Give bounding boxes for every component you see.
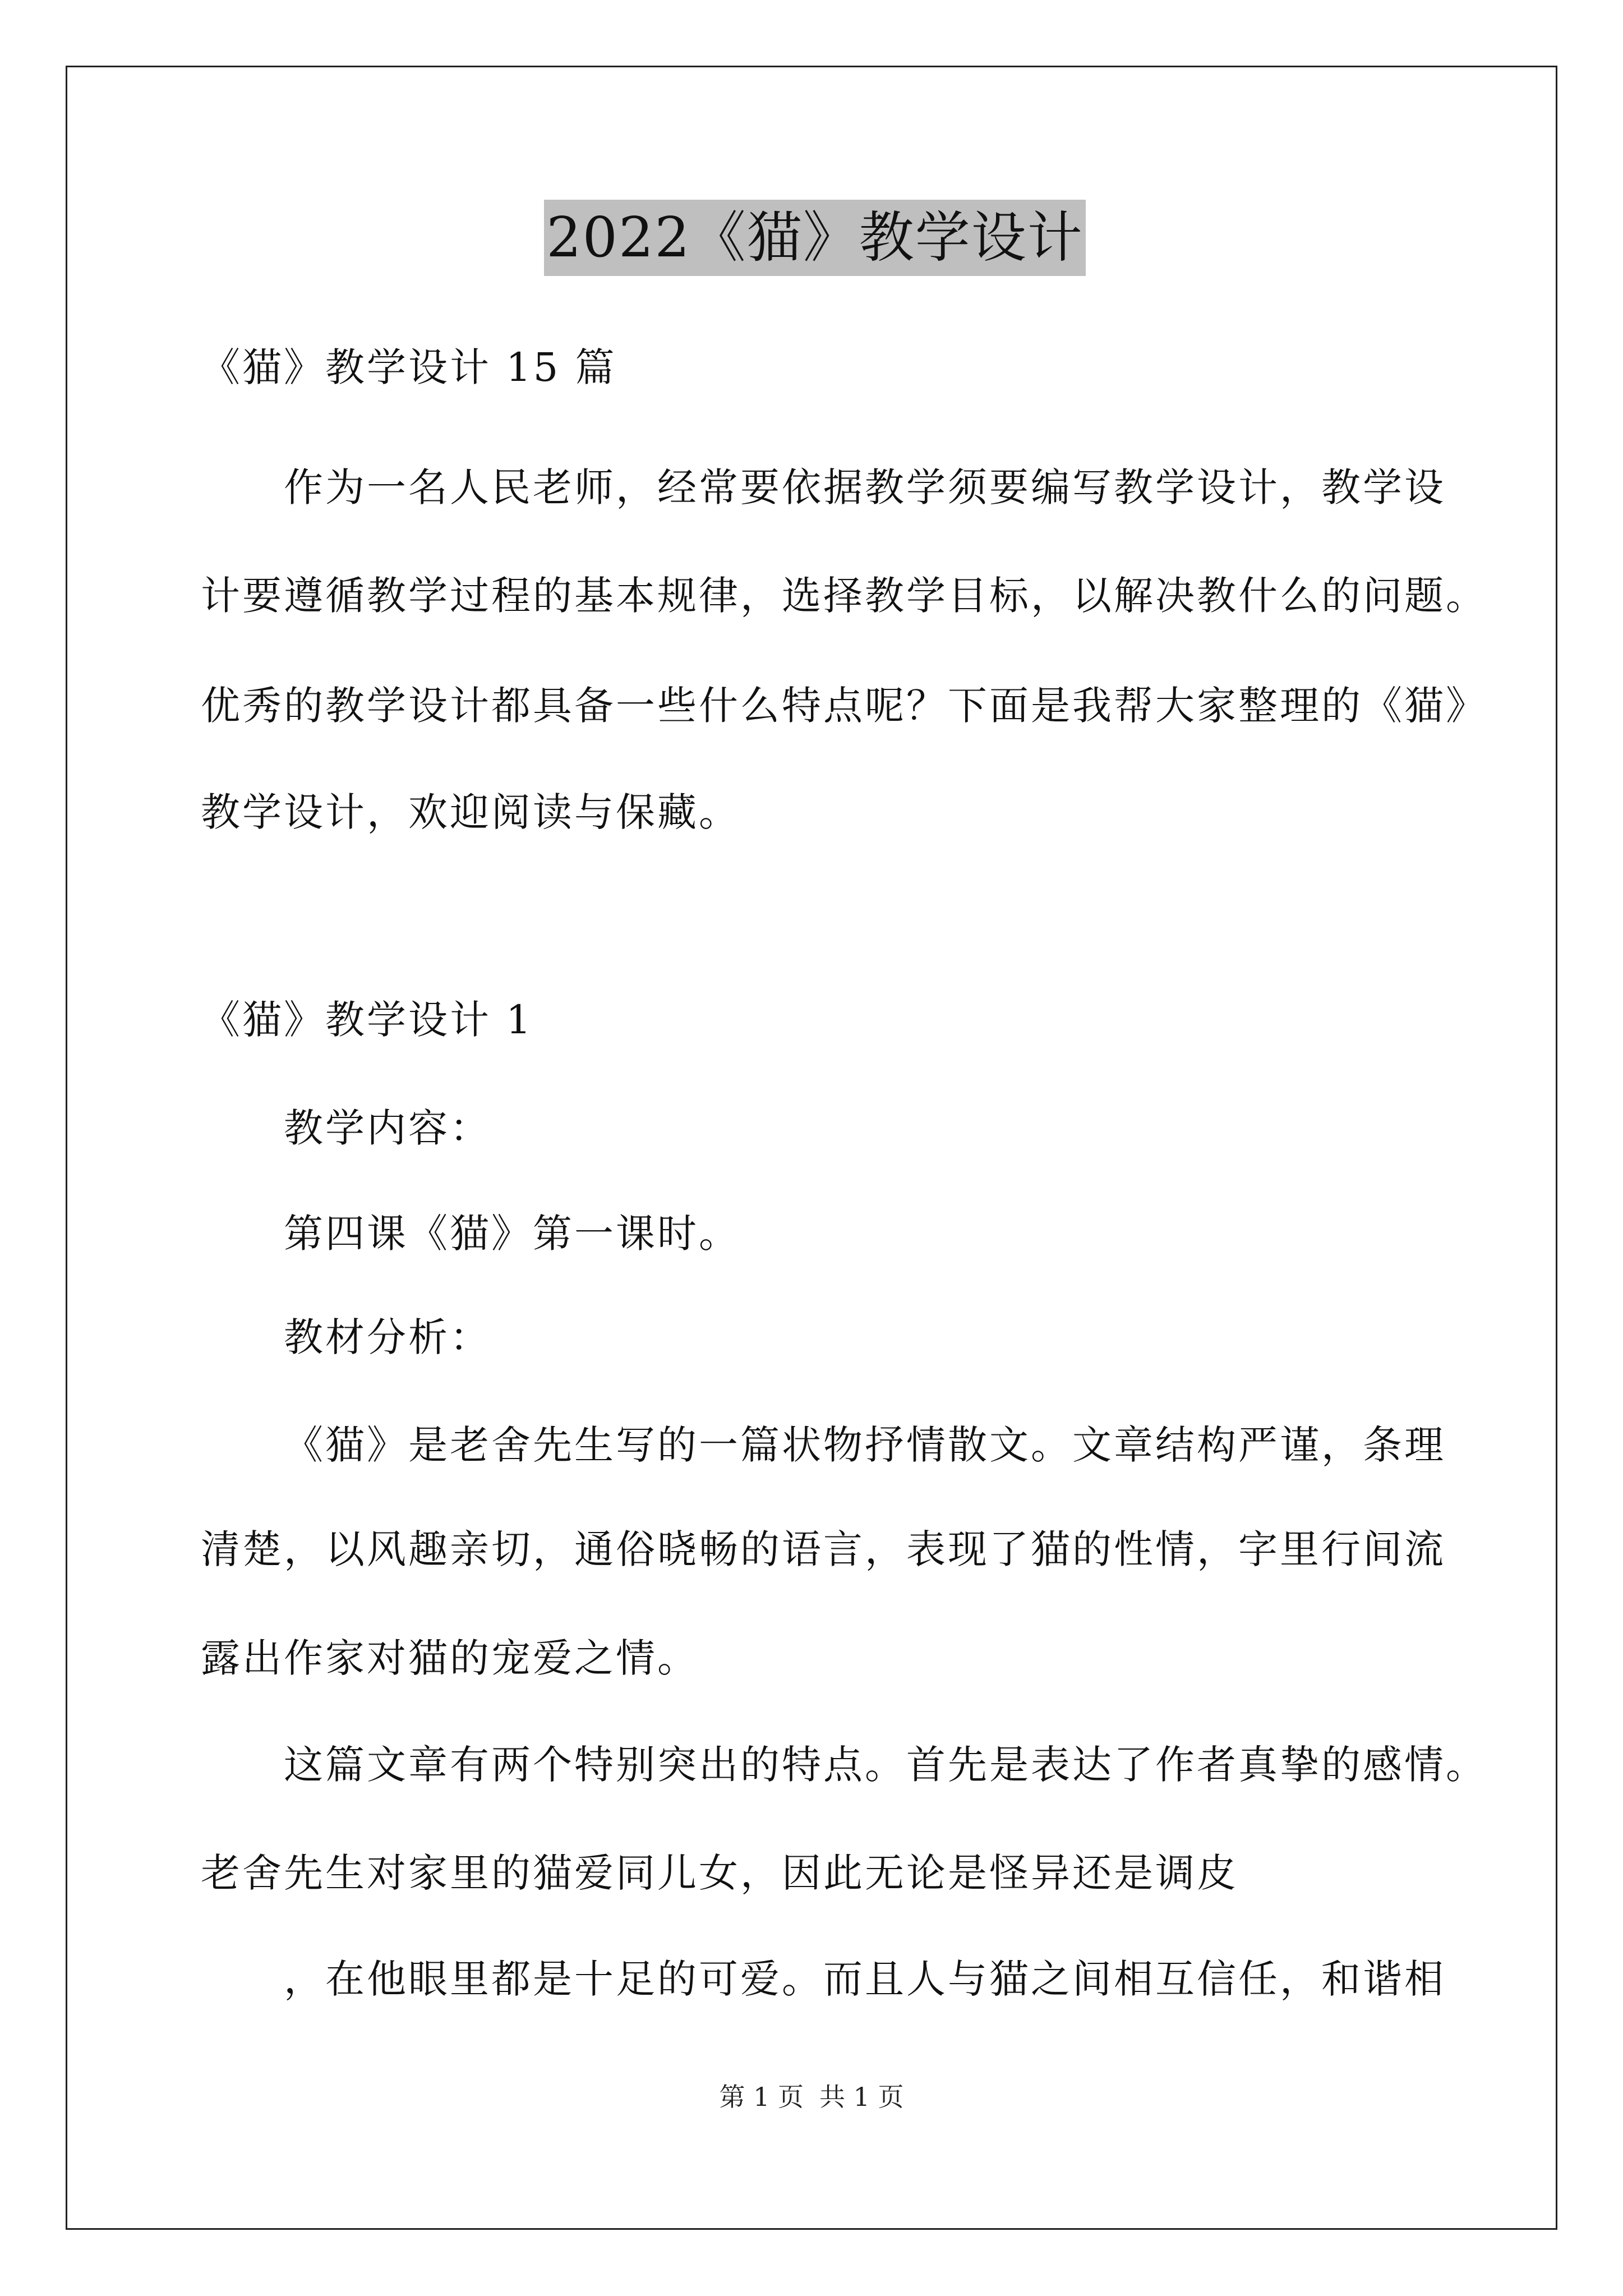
title-wrap xyxy=(201,200,1429,276)
subtitle: 《猫》教学设计 15 篇 xyxy=(201,344,617,390)
paragraph-line: 《猫》是老舍先生写的一篇状物抒情散文。文章结构严谨，条理 xyxy=(284,1422,1446,1468)
paragraph-line: 这篇文章有两个特别突出的特点。首先是表达了作者真挚的感情。 xyxy=(284,1742,1487,1788)
paragraph-line: ，在他眼里都是十足的可爱。而且人与猫之间相互信任，和谐相 xyxy=(284,1956,1446,2002)
section-heading: 《猫》教学设计 1 xyxy=(201,997,533,1043)
paragraph-line: 教材分析： xyxy=(284,1314,491,1360)
paragraph-line: 教学内容： xyxy=(284,1105,491,1151)
paragraph-line: 第四课《猫》第一课时。 xyxy=(284,1211,740,1257)
paragraph-line: 清楚，以风趣亲切，通俗晓畅的语言，表现了猫的性情，字里行间流 xyxy=(201,1526,1446,1572)
document-title: 2022《猫》教学设计 xyxy=(544,200,1085,276)
page-footer xyxy=(0,2080,1623,2114)
paragraph-line: 露出作家对猫的宠爱之情。 xyxy=(201,1635,699,1681)
paragraph-line: 优秀的教学设计都具备一些什么特点呢？下面是我帮大家整理的《猫》 xyxy=(201,683,1487,729)
paragraph-line: 作为一名人民老师，经常要依据教学须要编写教学设计，教学设 xyxy=(284,464,1446,510)
page-number: 第 1 页 xyxy=(719,2082,804,2112)
paragraph-line: 老舍先生对家里的猫爱同儿女，因此无论是怪异还是调皮 xyxy=(201,1850,1238,1896)
paragraph-line: 计要遵循教学过程的基本规律，选择教学目标，以解决教什么的问题。 xyxy=(201,573,1487,619)
paragraph-line: 教学设计，欢迎阅读与保藏。 xyxy=(201,789,740,835)
page-total: 共 1 页 xyxy=(819,2082,904,2112)
